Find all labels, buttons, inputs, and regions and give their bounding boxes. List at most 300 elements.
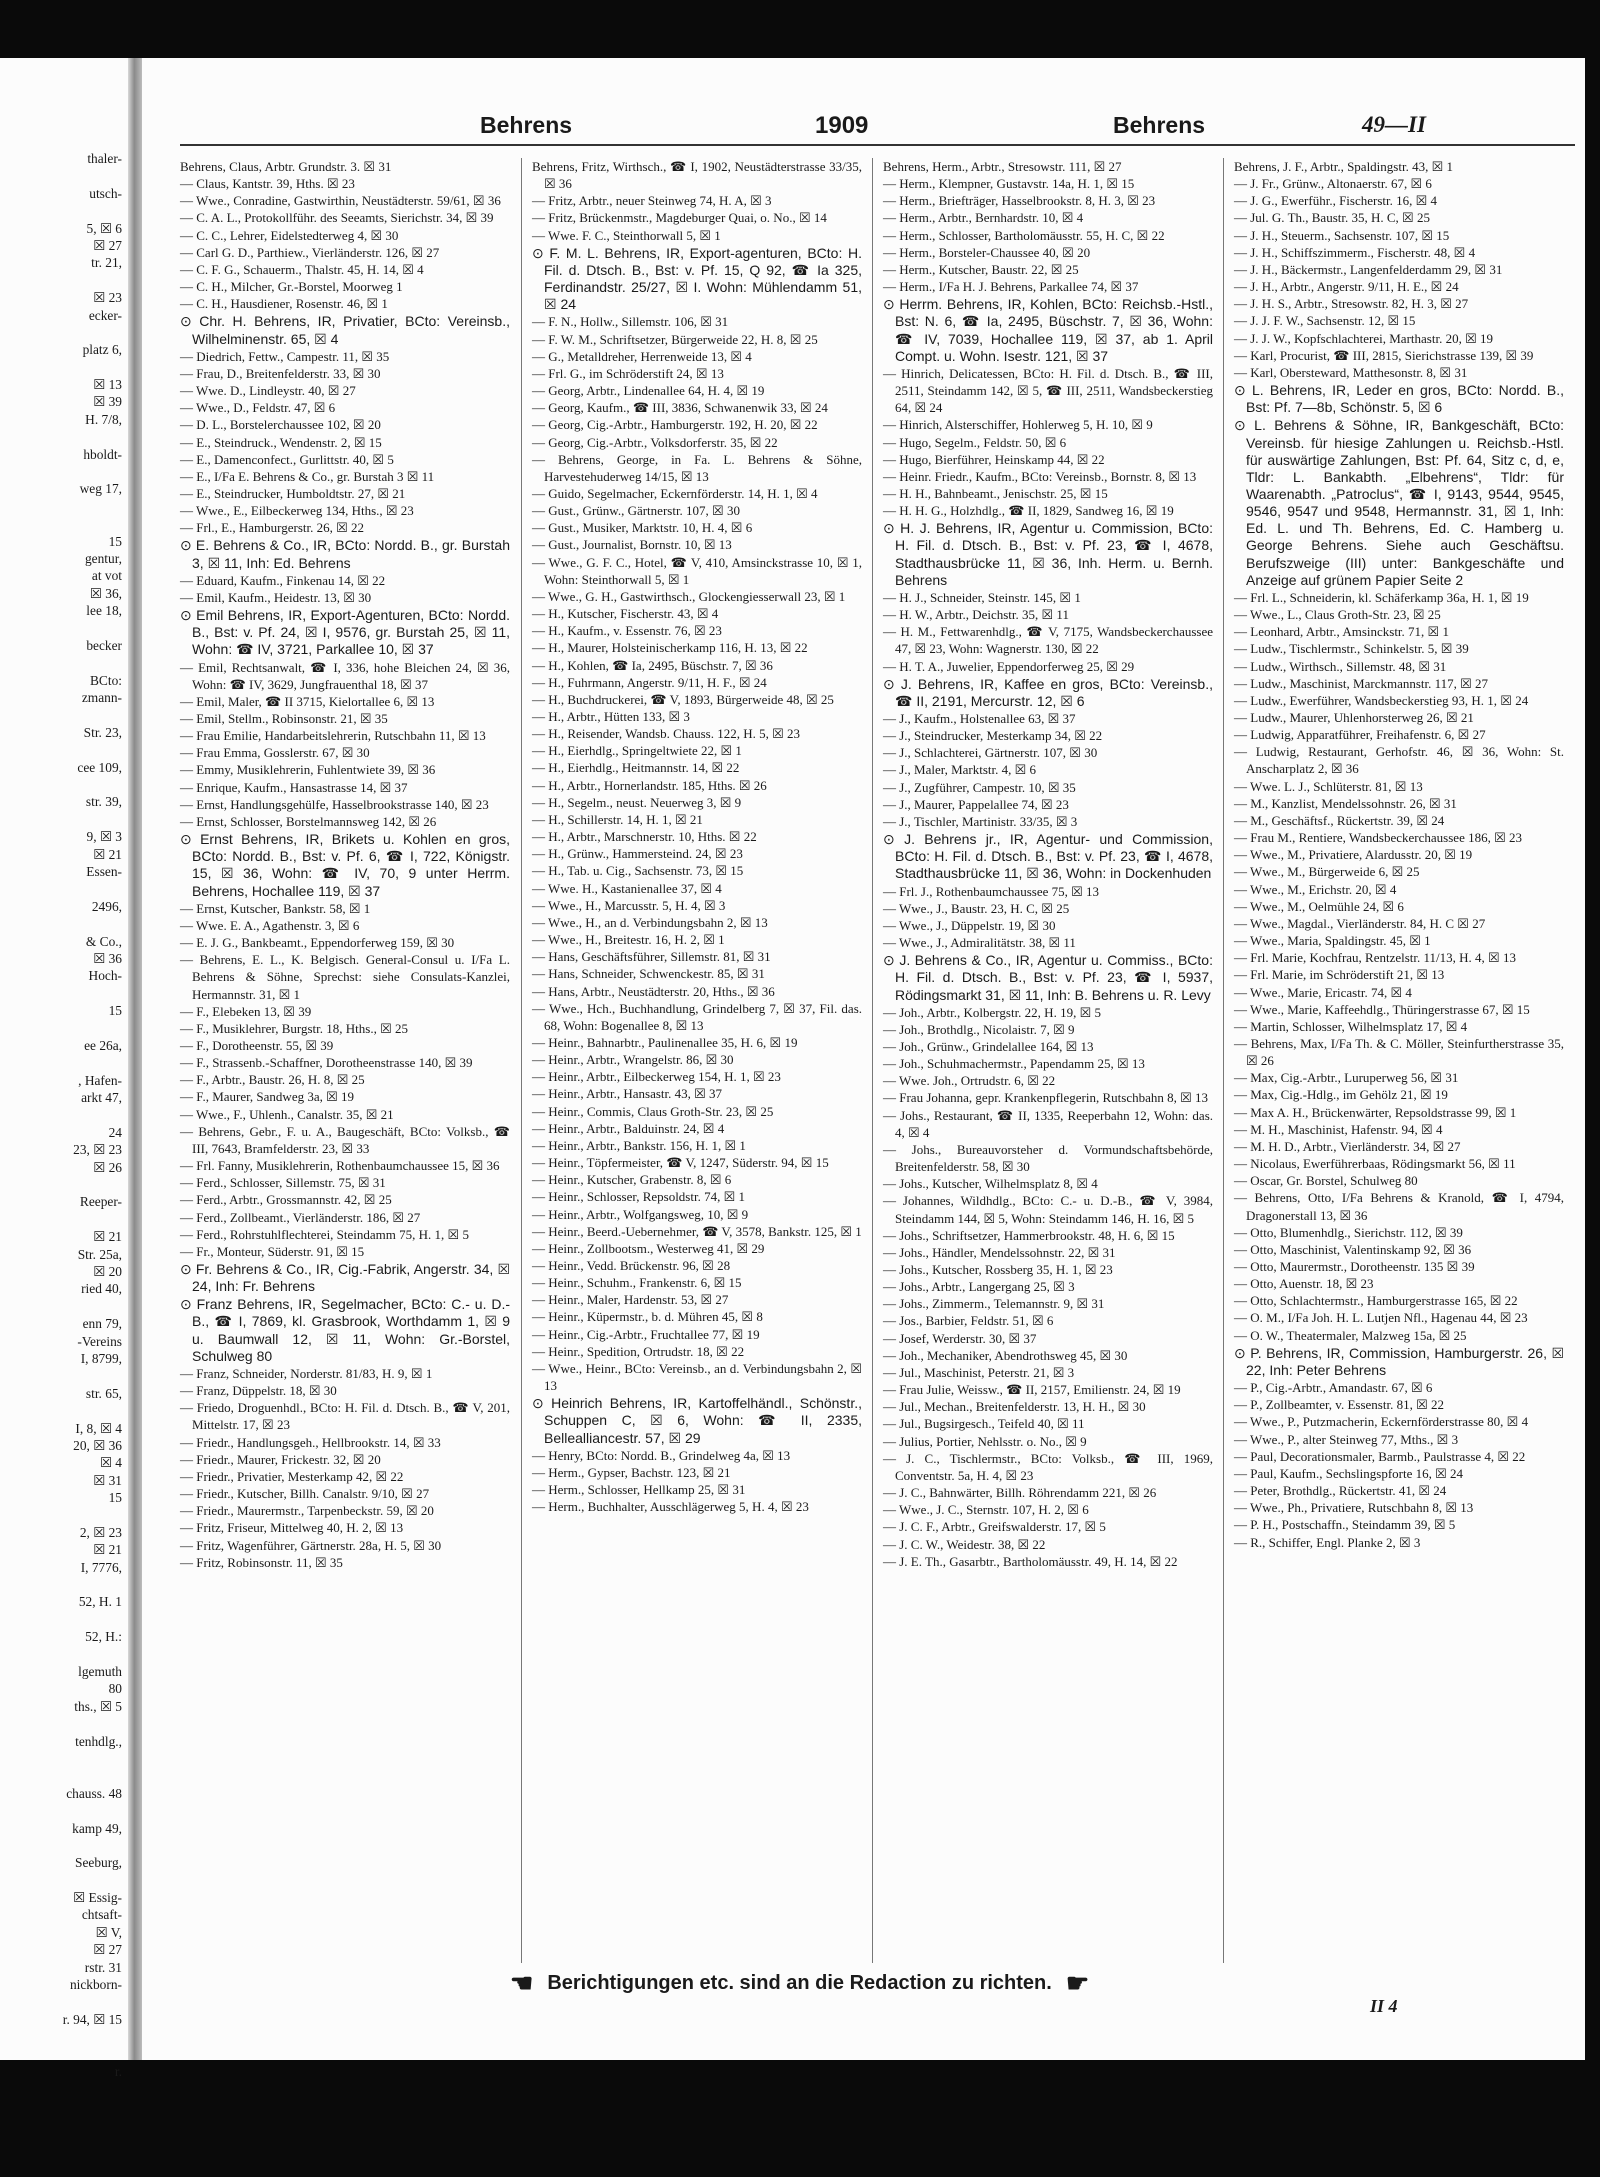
firm-entry: ⊙ Chr. H. Behrens, IR, Privatier, BCto: Vereinsb., Wilhelminenstr. 65, ☒ 4 bbox=[180, 313, 510, 347]
directory-entry: — Hinrich, Delicatessen, BCto: H. Fil. d. Dtsch. B., ☎ III, 2511, Steindamm 142, ☒ 5, ☎ III, 2511, Wandsbeckerstieg 64, ☒ 24 bbox=[883, 365, 1213, 416]
directory-entry: — R., Schiffer, Engl. Planke 2, ☒ 3 bbox=[1234, 1534, 1421, 1550]
directory-entry: — Ernst, Handlungsgehülfe, Hasselbrookstrasse 140, ☒ 23 bbox=[180, 796, 489, 812]
directory-entry: — Wwe., J., Baustr. 23, H. C, ☒ 25 bbox=[883, 900, 1070, 916]
left-page-line bbox=[0, 1750, 126, 1767]
left-page-line: ☒ 39 bbox=[93, 394, 122, 410]
directory-entry: — H., Eierhdlg., Heitmannstr. 14, ☒ 22 bbox=[532, 760, 740, 776]
directory-entry: — Georg, Cig.-Arbtr., Hamburgerstr. 192, H. 20, ☒ 22 bbox=[532, 417, 818, 433]
directory-entry: — C. A. L., Protokollführ. des Seeamts, Sierichstr. 34, ☒ 39 bbox=[180, 210, 494, 226]
left-page-line: Reeper- bbox=[79, 1194, 122, 1210]
directory-entry: — Wwe., J. C., Sternstr. 107, H. 2, ☒ 6 bbox=[883, 1502, 1089, 1518]
directory-entry: — M., Kanzlist, Mendelssohnstr. 26, ☒ 31 bbox=[1234, 795, 1457, 811]
directory-page bbox=[180, 106, 1575, 2051]
left-page-line bbox=[0, 1106, 126, 1123]
left-page-line bbox=[0, 1715, 126, 1732]
directory-entry: — Hinrich, Alsterschiffer, Hohlerweg 5, H. 10, ☒ 9 bbox=[883, 417, 1153, 433]
directory-entry: — J., Maler, Marktstr. 4, ☒ 6 bbox=[883, 762, 1037, 778]
left-page-line: ☒ 23 bbox=[93, 290, 122, 306]
scan-border-bottom bbox=[0, 2060, 1600, 2177]
left-page-line: ☒ 36 bbox=[93, 950, 122, 966]
directory-entry: — Wwe., Magdal., Vierländerstr. 84, H. C ☒ 27 bbox=[1234, 915, 1486, 931]
directory-entry: — Herm., Gypser, Bachstr. 123, ☒ 21 bbox=[532, 1464, 731, 1480]
left-page-line: ☒ 21 bbox=[93, 846, 122, 862]
left-page-line: tenhdlg., bbox=[75, 1733, 122, 1749]
directory-entry: — P. H., Postschaffn., Steindamm 39, ☒ 5 bbox=[1234, 1517, 1456, 1533]
left-page-line bbox=[0, 1872, 126, 1889]
directory-entry: — Wwe., Maria, Spaldingstr. 45, ☒ 1 bbox=[1234, 933, 1431, 949]
directory-entry: — Ferd., Arbtr., Grossmannstr. 42, ☒ 25 bbox=[180, 1192, 392, 1208]
left-page-line: 24 bbox=[108, 1124, 122, 1140]
directory-entry: — M., Geschäftsf., Rückertstr. 39, ☒ 24 bbox=[1234, 812, 1445, 828]
directory-entry: — F., Musiklehrer, Burgstr. 18, Hths., ☒ 25 bbox=[180, 1020, 408, 1036]
left-page-line: & Co., bbox=[85, 933, 122, 949]
left-page-line bbox=[0, 776, 126, 793]
left-page-line: Seeburg, bbox=[75, 1855, 122, 1871]
directory-entry: — Peter, Brothdlg., Rückertstr. 41, ☒ 24 bbox=[1234, 1483, 1447, 1499]
directory-entry: — Otto, Maschinist, Valentinskamp 92, ☒ 36 bbox=[1234, 1241, 1472, 1257]
directory-entry: — H. W., Arbtr., Deichstr. 35, ☒ 11 bbox=[883, 607, 1069, 623]
directory-entry: — J. C. F., Arbtr., Greifswalderstr. 17, ☒ 5 bbox=[883, 1519, 1106, 1535]
firm-entry: ⊙ L. Behrens, IR, Leder en gros, BCto: Nordd. B., Bst: Pf. 7—8b, Schönstr. 5, ☒ 6 bbox=[1234, 382, 1564, 416]
directory-entry: — Wwe., Marie, Ericastr. 74, ☒ 4 bbox=[1234, 984, 1412, 1000]
directory-entry: — Herm., Schlosser, Bartholomäusstr. 55, H. C, ☒ 22 bbox=[883, 227, 1165, 243]
directory-entry: — F., Arbtr., Baustr. 26, H. 8, ☒ 25 bbox=[180, 1072, 365, 1088]
directory-entry: — E., I/Fa E. Behrens & Co., gr. Burstah 3 ☒ 11 bbox=[180, 468, 435, 484]
column-divider bbox=[872, 158, 873, 1963]
directory-entry: — Hugo, Bierführer, Heinskamp 44, ☒ 22 bbox=[883, 451, 1105, 467]
header-rule bbox=[180, 144, 1575, 146]
directory-entry: — Heinr., Schlosser, Repsoldstr. 74, ☒ 1 bbox=[532, 1189, 745, 1205]
header-surname-right: Behrens bbox=[1113, 112, 1206, 138]
directory-entry: — E., Steindrucker, Humboldtstr. 27, ☒ 21 bbox=[180, 485, 406, 501]
left-page-line: ☒ 20 bbox=[93, 1264, 122, 1279]
firm-entry: ⊙ E. Behrens & Co., IR, BCto: Nordd. B., gr. Burstah 3, ☒ 11, Inh: Ed. Behrens bbox=[180, 537, 510, 571]
directory-entry: — H., Kaufm., v. Essenstr. 76, ☒ 23 bbox=[532, 623, 722, 639]
directory-entry: — Emil, Kaufm., Heidestr. 13, ☒ 30 bbox=[180, 589, 372, 605]
directory-entry: — Friedr., Privatier, Mesterkamp 42, ☒ 22 bbox=[180, 1468, 404, 1484]
directory-entry: — Behrens, Otto, I/Fa Behrens & Kranold, ☎ I, 4794, Dragonerstall 13, ☒ 36 bbox=[1234, 1190, 1564, 1223]
directory-entry: — Johs., Händler, Mendelssohnstr. 22, ☒ 31 bbox=[883, 1244, 1116, 1260]
left-page-line bbox=[0, 167, 126, 184]
pointing-hand-right-icon: ☛ bbox=[1065, 1968, 1090, 1998]
left-page-line: tr. 21, bbox=[91, 255, 122, 271]
left-page-line: ☒ 27 bbox=[93, 1942, 122, 1958]
left-page-line bbox=[0, 2046, 126, 2063]
directory-entry: — Emil, Maler, ☎ II 3715, Kielortallee 6, ☒ 13 bbox=[180, 693, 435, 709]
firm-entry: ⊙ P. Behrens, IR, Commission, Hamburgerstr. 26, ☒ 22, Inh: Peter Behrens bbox=[1234, 1344, 1564, 1378]
directory-entry: — Otto, Schlachtermstr., Hamburgerstrasse 165, ☒ 22 bbox=[1234, 1293, 1518, 1309]
left-page-line: 20, ☒ 36 bbox=[73, 1437, 122, 1453]
directory-entry: — Frau M., Rentiere, Wandsbeckerchaussee 186, ☒ 23 bbox=[1234, 830, 1522, 846]
directory-entry: — P., Zollbeamter, v. Essenstr. 81, ☒ 22 bbox=[1234, 1397, 1444, 1413]
directory-entry: — J. J. F. W., Sachsenstr. 12, ☒ 15 bbox=[1234, 313, 1416, 329]
left-page-line bbox=[0, 915, 126, 932]
directory-entry: — Frl. Marie, Kochfrau, Rentzelstr. 11/13, H. 4, ☒ 13 bbox=[1234, 950, 1516, 966]
directory-entry: — J., Steindrucker, Mesterkamp 34, ☒ 22 bbox=[883, 728, 1103, 744]
directory-entry: — H. T. A., Juwelier, Eppendorferweg 25, ☒ 29 bbox=[883, 658, 1135, 674]
directory-entry: — Ludw., Maschinist, Marckmannstr. 117, ☒ 27 bbox=[1234, 675, 1489, 691]
footer-notice bbox=[510, 1968, 1310, 1998]
left-page-line: 15 bbox=[108, 1490, 122, 1506]
left-page-line: lgemuth bbox=[78, 1663, 122, 1679]
left-page-line: ☒ 13 bbox=[93, 377, 122, 393]
directory-entry: — H., Eierhdlg., Springeltwiete 22, ☒ 1 bbox=[532, 743, 742, 759]
directory-entry: — Herm., Arbtr., Bernhardstr. 10, ☒ 4 bbox=[883, 210, 1084, 226]
left-page-line: arkt 47, bbox=[81, 1090, 122, 1106]
column-divider bbox=[521, 158, 522, 1963]
directory-entry: — Frau Emilie, Handarbeitslehrerin, Rutschbahn 11, ☒ 13 bbox=[180, 728, 486, 744]
directory-entry: — Ludw., Tischlermstr., Schinkelstr. 5, ☒ 39 bbox=[1234, 641, 1469, 657]
directory-entry: — Claus, Kantstr. 39, Hths. ☒ 23 bbox=[180, 176, 355, 192]
directory-entry: — Georg, Cig.-Arbtr., Volksdorferstr. 35, ☒ 22 bbox=[532, 434, 778, 450]
left-page-line: rstr. 31 bbox=[84, 1959, 122, 1975]
directory-entry: — Friedr., Kutscher, Billh. Canalstr. 9/10, ☒ 27 bbox=[180, 1486, 430, 1502]
directory-entry: — F., Elebeken 13, ☒ 39 bbox=[180, 1003, 312, 1019]
directory-entry: — F. N., Hollw., Sillemstr. 106, ☒ 31 bbox=[532, 314, 729, 330]
left-page-line bbox=[0, 741, 126, 758]
directory-entry: — Ferd., Schlosser, Sillemstr. 75, ☒ 31 bbox=[180, 1175, 386, 1191]
left-page-line: utsch- bbox=[89, 185, 122, 201]
left-page-line bbox=[0, 1367, 126, 1384]
directory-entry: — J., Zugführer, Campestr. 10, ☒ 35 bbox=[883, 779, 1076, 795]
header-year: 1909 bbox=[815, 112, 869, 139]
directory-entry: Behrens, J. F., Arbtr., Spaldingstr. 43, ☒ 1 bbox=[1234, 159, 1453, 174]
left-page-line: hboldt- bbox=[83, 446, 122, 462]
directory-entry: — Wwe., Marie, Kaffeehdlg., Thüringerstrasse 67, ☒ 15 bbox=[1234, 1001, 1530, 1017]
directory-entry: — D. L., Borstelerchaussee 102, ☒ 20 bbox=[180, 417, 381, 433]
directory-entry: — Karl, Obersteward, Matthesonstr. 8, ☒ 31 bbox=[1234, 364, 1468, 380]
left-page-line bbox=[0, 202, 126, 219]
directory-entry: — Ludw., Wirthsch., Sillemstr. 48, ☒ 31 bbox=[1234, 658, 1447, 674]
directory-entry: — J. C., Bahnwärter, Billh. Röhrendamm 221, ☒ 26 bbox=[883, 1485, 1157, 1501]
directory-entry: — Johs., Kutscher, Rossberg 35, H. 1, ☒ 23 bbox=[883, 1262, 1113, 1277]
left-page-line bbox=[0, 1576, 126, 1593]
directory-entry: — H. M., Fettwarenhdlg., ☎ V, 7175, Wandsbeckerchaussee 47, ☒ 23, Wohn: Wagnerstr. 130, ☒ 22 bbox=[883, 624, 1213, 657]
directory-entry: — Heinr., Zollbootsm., Westerweg 41, ☒ 29 bbox=[532, 1240, 765, 1256]
left-page-line: ☒ Essig- bbox=[73, 1890, 122, 1906]
directory-entry: — Otto, Maurermstr., Dorotheenstr. 135 ☒ 39 bbox=[1234, 1259, 1475, 1274]
directory-entry: — Wwe., Ph., Privatiere, Rutschbahn 8, ☒ 13 bbox=[1234, 1500, 1474, 1516]
left-page-line bbox=[0, 1802, 126, 1819]
directory-entry: — J. E. Th., Gasarbtr., Bartholomäusstr. 49, H. 14, ☒ 22 bbox=[883, 1553, 1178, 1569]
directory-entry: — J. H., Schiffszimmerm., Fischerstr. 48, ☒ 4 bbox=[1234, 244, 1476, 260]
directory-entry: — H., Arbtr., Hornerlandstr. 185, Hths. ☒ 26 bbox=[532, 777, 767, 793]
left-page-line: ☒ 21 bbox=[93, 1542, 122, 1558]
directory-entry: — Johs., Arbtr., Langergang 25, ☒ 3 bbox=[883, 1279, 1075, 1295]
directory-entry: — Emil, Rechtsanwalt, ☎ I, 336, hohe Bleichen 24, ☒ 36, Wohn: ☎ IV, 3629, Jungfrauenthal 18, ☒ 37 bbox=[180, 659, 510, 692]
directory-entry: Behrens, Fritz, Wirthsch., ☎ I, 1902, Neustädterstrasse 33/35, ☒ 36 bbox=[532, 159, 862, 192]
directory-entry: — Fr., Monteur, Süderstr. 91, ☒ 15 bbox=[180, 1243, 365, 1259]
directory-entry: — H., Buchdruckerei, ☎ V, 1893, Bürgerweide 48, ☒ 25 bbox=[532, 691, 834, 707]
directory-entry: — Friedr., Maurer, Frickestr. 32, ☒ 20 bbox=[180, 1451, 381, 1467]
directory-entry: — Wwe., J., Düppelstr. 19, ☒ 30 bbox=[883, 917, 1056, 933]
directory-entry: — H., Grünw., Hammersteind. 24, ☒ 23 bbox=[532, 846, 743, 862]
directory-entry: — C. C., Lehrer, Eidelstedterweg 4, ☒ 30 bbox=[180, 227, 399, 243]
directory-entry: — Enrique, Kaufm., Hansastrasse 14, ☒ 37 bbox=[180, 779, 408, 795]
firm-entry: ⊙ Ernst Behrens, IR, Brikets u. Kohlen en gros, BCto: Nordd. B., Bst: v. Pf. 6, ☎ I, 722, Königstr. 15, ☒ 36, Wohn: ☎ IV, 70, 9 unter Herrm. Behrens, Hochallee 119, ☒ 37 bbox=[180, 831, 510, 899]
left-page-line: zmann- bbox=[81, 690, 122, 706]
directory-entry: — Heinr., Töpfermeister, ☎ V, 1247, Süderstr. 94, ☒ 15 bbox=[532, 1155, 829, 1171]
directory-entry: — Friedo, Droguenhdl., BCto: H. Fil. d. Dtsch. B., ☎ V, 201, Mittelstr. 17, ☒ 23 bbox=[180, 1400, 510, 1433]
directory-entry: — Joh., Schuhmachermstr., Papendamm 25, ☒ 13 bbox=[883, 1056, 1145, 1072]
directory-entry: — H. H. G., Holzhdlg., ☎ II, 1829, Sandweg 16, ☒ 19 bbox=[883, 503, 1174, 519]
left-page-line bbox=[0, 985, 126, 1002]
directory-entry: — Wwe. E. A., Agathenstr. 3, ☒ 6 bbox=[180, 917, 360, 933]
firm-entry: ⊙ H. J. Behrens, IR, Agentur u. Commission, BCto: H. Fil. d. Dtsch. B., Bst: v. Pf. 23, ☎ I, 4678, Stadthausbrücke 11, ☒ 36, Inh. Herm. u. Bernh. Behrens bbox=[883, 520, 1213, 588]
left-page-line bbox=[0, 1176, 126, 1193]
book-gutter bbox=[128, 58, 142, 2060]
directory-entry: — Wwe., H., Marcusstr. 5, H. 4, ☒ 3 bbox=[532, 897, 726, 913]
left-page-line bbox=[0, 1211, 126, 1228]
directory-entry: — Ludwig, Restaurant, Gerhofstr. 46, ☒ 36, Wohn: St. Anscharplatz 2, ☒ 36 bbox=[1234, 744, 1564, 777]
left-page-line bbox=[0, 811, 126, 828]
directory-entry: — Heinr., Küpermstr., b. d. Mühren 45, ☒ 8 bbox=[532, 1309, 763, 1325]
left-page-line bbox=[0, 1506, 126, 1523]
directory-entry: — Wwe., Hch., Buchhandlung, Grindelberg 7, ☒ 37, Fil. das. 68, Wohn: Bogenallee 8, ☒ 13 bbox=[532, 1000, 862, 1033]
left-page-line: Str. 23, bbox=[83, 724, 122, 740]
firm-entry: ⊙ J. Behrens & Co., IR, Agentur u. Commiss., BCto: H. Fil. d. Dtsch. B., Bst: v. Pf. 23, ☎ I, 5937, Rödingsmarkt 31, ☒ 11, Inh: B. Behrens u. R. Levy bbox=[883, 952, 1213, 1003]
directory-entry: — F., Maurer, Sandweg 3a, ☒ 19 bbox=[180, 1089, 355, 1105]
left-page-line: 2496, bbox=[91, 898, 122, 914]
directory-entry: — Ferd., Rohrstuhlflechterei, Steindamm 75, H. 1, ☒ 5 bbox=[180, 1226, 469, 1242]
directory-entry: Behrens, Herm., Arbtr., Stresowstr. 111, ☒ 27 bbox=[883, 159, 1122, 174]
signature-mark: II 4 bbox=[1370, 1996, 1398, 2016]
directory-entry: — Wwe., J., Admiralitätstr. 38, ☒ 11 bbox=[883, 935, 1076, 951]
left-page-line bbox=[0, 272, 126, 289]
directory-entry: — H., Tab. u. Cig., Sachsenstr. 73, ☒ 15 bbox=[532, 863, 744, 879]
column-2 bbox=[532, 158, 862, 1968]
directory-entry: — Wwe., D., Feldstr. 47, ☒ 6 bbox=[180, 400, 336, 416]
left-page-line: ths., ☒ 5 bbox=[74, 1698, 122, 1714]
left-page-line bbox=[0, 1767, 126, 1784]
directory-entry: — Franz, Schneider, Norderstr. 81/83, H. 9, ☒ 1 bbox=[180, 1365, 433, 1381]
directory-entry: — Georg, Arbtr., Lindenallee 64, H. 4, ☒ 19 bbox=[532, 383, 765, 399]
directory-entry: — Heinr., Arbtr., Bankstr. 156, H. 1, ☒ 1 bbox=[532, 1137, 746, 1153]
directory-entry: — Otto, Auenstr. 18, ☒ 23 bbox=[1234, 1276, 1374, 1292]
directory-entry: — F., Strassenb.-Schaffner, Dorotheenstrasse 140, ☒ 39 bbox=[180, 1055, 473, 1071]
directory-entry: — Karl, Procurist, ☎ III, 2815, Sierichstrasse 139, ☒ 39 bbox=[1234, 347, 1534, 363]
firm-entry: ⊙ Herrm. Behrens, IR, Kohlen, BCto: Reichsb.-Hstl., Bst: N. 6, ☎ Ia, 2495, Büschstr. 7, ☒ 36, Wohn: ☎ IV, 7039, Hochallee 119, ☒ 37, ab 1. April Compt. u. Wohn. Isestr. 121, ☒ 37 bbox=[883, 296, 1213, 364]
left-page-line: , Hafen- bbox=[78, 1072, 122, 1088]
directory-entry: — Wwe., M., Privatiere, Alardusstr. 20, ☒ 19 bbox=[1234, 847, 1473, 863]
directory-entry: — Heinr., Arbtr., Hansastr. 43, ☒ 37 bbox=[532, 1086, 723, 1102]
left-page-line: H. 7/8, bbox=[85, 411, 122, 427]
directory-entry: — Josef, Werderstr. 30, ☒ 37 bbox=[883, 1330, 1037, 1346]
left-page-line: ried 40, bbox=[81, 1281, 122, 1297]
directory-entry: — Frl. G., im Schröderstift 24, ☒ 13 bbox=[532, 365, 724, 381]
left-page-line: ☒ 31 bbox=[93, 1472, 122, 1488]
left-page-line: Essen- bbox=[86, 864, 122, 880]
directory-entry: — F., Dorotheenstr. 55, ☒ 39 bbox=[180, 1037, 334, 1053]
left-page-line bbox=[0, 324, 126, 341]
directory-entry: — Wwe., P., alter Steinweg 77, Mths., ☒ 3 bbox=[1234, 1431, 1459, 1447]
directory-entry: — H., Maurer, Holsteinischerkamp 116, H. 13, ☒ 22 bbox=[532, 640, 808, 656]
left-page-line: Str. 25a, bbox=[77, 1246, 122, 1262]
directory-entry: — Heinr., Schuhm., Frankenstr. 6, ☒ 15 bbox=[532, 1275, 742, 1291]
left-page-line bbox=[0, 1993, 126, 2010]
directory-entry: — Hans, Schneider, Schwenckestr. 85, ☒ 31 bbox=[532, 966, 765, 982]
left-page-line: 15 bbox=[108, 1003, 122, 1019]
firm-entry: ⊙ J. Behrens jr., IR, Agentur- und Commission, BCto: H. Fil. d. Dtsch. B., Bst: v. Pf. 23, ☎ I, 4678, Stadthausbrücke 11, ☒ 36, Wohn: in Dockenhuden bbox=[883, 831, 1213, 882]
directory-entry: — Herm., Briefträger, Hasselbrookstr. 8, H. 3, ☒ 23 bbox=[883, 193, 1156, 209]
firm-entry: ⊙ L. Behrens & Söhne, IR, Bankgeschäft, BCto: Vereinsb. für hiesige Zahlungen u. Reichsb.-Hstl. für auswärtige Zahlungen, Bst: Pf. 64, Sitz c, d, e, Tldr: L. Bankabth. „Elbehrens“, Tldr: für Waarenabth. „Patroclus“, ☎ I, 9143, 9544, 9545, 9546, 9547 und 9548, Hermannstr. 31, ☒ 1, Inh: Ed. L. und Th. Behrens, Ed. C. Hamberg u. George Behrens. Siehe auch Geschäftsu. Berufszweige (III) unter: Bankgeschäfte und Anzeige auf grünem Papier Seite 2 bbox=[1234, 417, 1564, 588]
directory-entry: — Behrens, Gebr., F. u. A., Baugeschäft, BCto: Volksb., ☎ III, 7643, Bramfelderstr. 23, ☒ 33 bbox=[180, 1123, 510, 1156]
directory-entry: — Julius, Portier, Nehlsstr. o. No., ☒ 9 bbox=[883, 1433, 1087, 1449]
directory-entry: — Herm., I/Fa H. J. Behrens, Parkallee 74, ☒ 37 bbox=[883, 279, 1139, 295]
left-page-line: ☒ V, bbox=[95, 1924, 122, 1940]
directory-entry: — Herm., Schlosser, Hellkamp 25, ☒ 31 bbox=[532, 1482, 746, 1498]
left-page-line: -Vereins bbox=[77, 1333, 122, 1349]
left-page-line bbox=[0, 1837, 126, 1854]
directory-entry: — Wwe. D., Lindleystr. 40, ☒ 27 bbox=[180, 383, 356, 399]
left-page-line: chtsaft- bbox=[81, 1907, 122, 1923]
left-page-line bbox=[0, 498, 126, 515]
directory-entry: — Wwe., H., an d. Verbindungsbahn 2, ☒ 13 bbox=[532, 914, 768, 930]
left-page-line: 15 bbox=[108, 533, 122, 549]
directory-entry: Behrens, Claus, Arbtr. Grundstr. 3. ☒ 31 bbox=[180, 159, 392, 174]
directory-entry: — Jul., Maschinist, Peterstr. 21, ☒ 3 bbox=[883, 1364, 1075, 1380]
directory-entry: — Nicolaus, Ewerführerbaas, Rödingsmarkt 56, ☒ 11 bbox=[1234, 1156, 1516, 1172]
directory-entry: — Hans, Arbtr., Neustädterstr. 20, Hths., ☒ 36 bbox=[532, 983, 775, 999]
directory-entry: — H. H., Bahnbeamt., Jenischstr. 25, ☒ 15 bbox=[883, 485, 1108, 501]
directory-entry: — Herm., Kutscher, Baustr. 22, ☒ 25 bbox=[883, 261, 1079, 277]
directory-entry: — Frl. J., Rothenbaumchaussee 75, ☒ 13 bbox=[883, 883, 1100, 899]
left-page-line: I, 8799, bbox=[80, 1350, 122, 1366]
left-page-line: 23, ☒ 23 bbox=[73, 1142, 122, 1158]
directory-entry: — Wwe., M., Erichstr. 20, ☒ 4 bbox=[1234, 881, 1397, 897]
left-page-line: ☒ 27 bbox=[93, 237, 122, 253]
left-page-line bbox=[0, 620, 126, 637]
directory-entry: — Frl., E., Hamburgerstr. 26, ☒ 22 bbox=[180, 520, 365, 536]
directory-entry: — Hans, Geschäftsführer, Sillemstr. 81, ☒ 31 bbox=[532, 949, 771, 965]
directory-entry: — H., Kutscher, Fischerstr. 43, ☒ 4 bbox=[532, 606, 719, 622]
left-page-line bbox=[0, 1402, 126, 1419]
directory-entry: — J., Kaufm., Holstenallee 63, ☒ 37 bbox=[883, 711, 1076, 726]
directory-entry: — H., Arbtr., Marschnerstr. 10, Hths. ☒ 22 bbox=[532, 829, 757, 845]
directory-entry: — Georg, Kaufm., ☎ III, 3836, Schwanenwik 33, ☒ 24 bbox=[532, 400, 828, 416]
directory-entry: — J. C., Tischlermstr., BCto: Volksb., ☎ III, 1969, Conventstr. 5a, H. 4, ☒ 23 bbox=[883, 1450, 1213, 1483]
directory-entry: — Johs., Kutscher, Wilhelmsplatz 8, ☒ 4 bbox=[883, 1176, 1098, 1192]
directory-entry: — H., Schillerstr. 14, H. 1, ☒ 21 bbox=[532, 811, 703, 827]
directory-entry: — Johs., Zimmerm., Telemannstr. 9, ☒ 31 bbox=[883, 1296, 1105, 1312]
directory-entry: — Behrens, George, in Fa. L. Behrens & Söhne, Harvestehuderweg 14/15, ☒ 13 bbox=[532, 451, 862, 484]
directory-entry: — Hugo, Segelm., Feldstr. 50, ☒ 6 bbox=[883, 434, 1067, 450]
directory-entry: — Henry, BCto: Nordd. B., Grindelweg 4a, ☒ 13 bbox=[532, 1447, 791, 1463]
directory-entry: — M. H., Maschinist, Hafenstr. 94, ☒ 4 bbox=[1234, 1121, 1443, 1137]
directory-entry: — Frl. L., Schneiderin, kl. Schäferkamp 36a, H. 1, ☒ 19 bbox=[1234, 589, 1529, 605]
left-page-line bbox=[0, 1611, 126, 1628]
firm-entry: ⊙ F. M. L. Behrens, IR, Export-agenturen, BCto: H. Fil. d. Dtsch. B., Bst: v. Pf. 15, Q 92, ☎ Ia 325, Ferdinandstr. 25/27, ☒ I. Wohn: Mühlendamm 51, ☒ 24 bbox=[532, 244, 862, 313]
left-page-line: kamp 49, bbox=[72, 1820, 122, 1836]
directory-entry: — Frl. Marie, im Schröderstift 21, ☒ 13 bbox=[1234, 967, 1445, 983]
directory-entry: — Wwe., G. F. C., Hotel, ☎ V, 410, Amsinckstrasse 10, ☒ 1, Wohn: Steinthorwall 5, ☒ 1 bbox=[532, 554, 862, 587]
left-page-line: ecker- bbox=[88, 307, 122, 323]
directory-entry: — Gust., Musiker, Marktstr. 10, H. 4, ☒ 6 bbox=[532, 520, 753, 536]
firm-entry: ⊙ Fr. Behrens & Co., IR, Cig.-Fabrik, Angerstr. 34, ☒ 24, Inh: Fr. Behrens bbox=[180, 1261, 510, 1295]
left-page-line: 80 bbox=[108, 1681, 122, 1697]
directory-entry: — Fritz, Wagenführer, Gärtnerstr. 28a, H. 5, ☒ 30 bbox=[180, 1537, 442, 1553]
directory-entry: — E., Damenconfect., Gurlittstr. 40, ☒ 5 bbox=[180, 451, 394, 467]
directory-entry: — H., Reisender, Wandsb. Chauss. 122, H. 5, ☒ 23 bbox=[532, 726, 801, 742]
left-page-line: chauss. 48 bbox=[66, 1785, 122, 1801]
directory-entry: — Joh., Brothdlg., Nicolaistr. 7, ☒ 9 bbox=[883, 1021, 1075, 1037]
directory-entry: — Wwe., F., Uhlenh., Canalstr. 35, ☒ 21 bbox=[180, 1106, 394, 1122]
directory-entry: — Max A. H., Brückenwärter, Repsoldstrasse 99, ☒ 1 bbox=[1234, 1104, 1517, 1120]
directory-entry: — J. H. S., Arbtr., Stresowstr. 82, H. 3, ☒ 27 bbox=[1234, 296, 1469, 312]
directory-entry: — Heinr., Commis, Claus Groth-Str. 23, ☒ 25 bbox=[532, 1103, 774, 1119]
directory-entry: — Martin, Schlosser, Wilhelmsplatz 17, ☒ 4 bbox=[1234, 1018, 1468, 1034]
directory-entry: — Heinr., Spedition, Ortrudstr. 18, ☒ 22 bbox=[532, 1343, 745, 1359]
header-page-number: 49—II bbox=[1362, 112, 1426, 137]
directory-entry: — C. H., Hausdiener, Rosenstr. 46, ☒ 1 bbox=[180, 296, 388, 312]
left-page-line: nickborn- bbox=[69, 1977, 122, 1993]
directory-entry: — Wwe., P., Putzmacherin, Eckernförderstrasse 80, ☒ 4 bbox=[1234, 1414, 1529, 1430]
directory-entry: — J. C. W., Weidestr. 38, ☒ 22 bbox=[883, 1536, 1046, 1552]
directory-entry: — F. W. M., Schriftsetzer, Bürgerweide 22, H. 8, ☒ 25 bbox=[532, 331, 818, 347]
directory-entry: — Heinr., Arbtr., Wrangelstr. 86, ☒ 30 bbox=[532, 1052, 734, 1068]
directory-entry: — Wwe., L., Claus Groth-Str. 23, ☒ 25 bbox=[1234, 607, 1441, 623]
pointing-hand-left-icon: ☚ bbox=[510, 1968, 534, 1998]
left-page-line: 2, ☒ 23 bbox=[79, 1524, 122, 1540]
left-page-line: 52, H.: bbox=[85, 1629, 122, 1645]
directory-entry: — Wwe., M., Oelmühle 24, ☒ 6 bbox=[1234, 898, 1404, 914]
directory-entry: — Frl. Fanny, Musiklehrerin, Rothenbaumchaussee 15, ☒ 36 bbox=[180, 1158, 500, 1174]
directory-entry: — Wwe. L. J., Schlüterstr. 81, ☒ 13 bbox=[1234, 778, 1423, 794]
left-page-line bbox=[0, 707, 126, 724]
directory-entry: — J., Maurer, Pappelallee 74, ☒ 23 bbox=[883, 796, 1069, 812]
directory-entry: — Behrens, E. L., K. Belgisch. General-Consul u. I/Fa L. Behrens & Söhne, Sprechst: siehe Consulats-Kanzlei, Hermannstr. 31, ☒ 1 bbox=[180, 952, 510, 1002]
directory-entry: — Johannes, Wildhdlg., BCto: C.- u. D.-B., ☎ V, 3984, Steindamm 144, ☒ 5, Wohn: Steindamm 146, H. 16, ☒ 5 bbox=[883, 1193, 1213, 1226]
directory-entry: — Otto, Blumenhdlg., Sierichstr. 112, ☒ 39 bbox=[1234, 1224, 1463, 1240]
directory-entry: — Franz, Düppelstr. 18, ☒ 30 bbox=[180, 1383, 337, 1399]
left-page-line: platz 6, bbox=[82, 342, 122, 358]
directory-entry: — Diedrich, Fettw., Campestr. 11, ☒ 35 bbox=[180, 348, 390, 364]
directory-entry: — Heinr., Arbtr., Eilbeckerweg 154, H. 1, ☒ 23 bbox=[532, 1069, 781, 1085]
left-page-line bbox=[0, 1020, 126, 1037]
directory-entry: — Frau Johanna, gepr. Krankenpflegerin, Rutschbahn 8, ☒ 13 bbox=[883, 1090, 1209, 1106]
directory-entry: — H., Fuhrmann, Angerstr. 9/11, H. F., ☒ 24 bbox=[532, 674, 767, 690]
directory-entry: — Oscar, Gr. Borstel, Schulweg 80 bbox=[1234, 1173, 1418, 1189]
directory-entry: — Ludwig, Apparatführer, Freihafenstr. 6, ☒ 27 bbox=[1234, 727, 1486, 743]
left-page-line: ☒ 36, bbox=[89, 585, 122, 601]
left-page-line bbox=[0, 515, 126, 532]
directory-entry: — J., Schlachterei, Gärtnerstr. 107, ☒ 30 bbox=[883, 745, 1098, 761]
directory-entry: — Heinr., Maler, Hardenstr. 53, ☒ 27 bbox=[532, 1292, 729, 1308]
directory-entry: — M. H. D., Arbtr., Vierländerstr. 34, ☒ 27 bbox=[1234, 1138, 1461, 1154]
directory-entry: — Paul, Kaufm., Sechslingspforte 16, ☒ 24 bbox=[1234, 1465, 1464, 1481]
header-surname-left: Behrens bbox=[480, 112, 573, 138]
directory-entry: — Frau Emma, Gosslerstr. 67, ☒ 30 bbox=[180, 745, 370, 761]
directory-entry: — H., Kohlen, ☎ Ia, 2495, Büschstr. 7, ☒ 36 bbox=[532, 657, 773, 673]
directory-entry: — Friedr., Handlungsgeh., Hellbrookstr. 14, ☒ 33 bbox=[180, 1434, 441, 1450]
left-page-line: r. bbox=[114, 2063, 122, 2079]
directory-entry: — Heinr., Cig.-Arbtr., Fruchtallee 77, ☒ 19 bbox=[532, 1326, 760, 1342]
directory-entry: — Joh., Arbtr., Kolbergstr. 22, H. 19, ☒ 5 bbox=[883, 1004, 1101, 1020]
directory-entry: — Jos., Barbier, Feldstr. 51, ☒ 6 bbox=[883, 1313, 1054, 1329]
left-page-line: ☒ 4 bbox=[99, 1455, 122, 1471]
directory-entry: — Heinr., Bahnarbtr., Paulinenallee 35, H. 6, ☒ 19 bbox=[532, 1034, 798, 1050]
directory-entry: — J. J. W., Kopfschlachterei, Marthastr. 20, ☒ 19 bbox=[1234, 330, 1493, 346]
left-page-line bbox=[0, 2028, 126, 2045]
left-page-line: weg 17, bbox=[79, 481, 122, 497]
left-page-line: at vot bbox=[91, 568, 122, 584]
left-page-line: 52, H. 1 bbox=[78, 1594, 122, 1610]
directory-entry: — Heinr., Kutscher, Grabenstr. 8, ☒ 6 bbox=[532, 1172, 732, 1188]
left-page-line: becker bbox=[86, 637, 122, 653]
directory-entry: — Heinr., Arbtr., Wolfgangsweg, 10, ☒ 9 bbox=[532, 1206, 749, 1222]
directory-entry: — J. Fr., Grünw., Altonaerstr. 67, ☒ 6 bbox=[1234, 176, 1432, 192]
firm-entry: ⊙ J. Behrens, IR, Kaffee en gros, BCto: Vereinsb., ☎ II, 2191, Mercurstr. 12, ☒ 6 bbox=[883, 675, 1213, 709]
